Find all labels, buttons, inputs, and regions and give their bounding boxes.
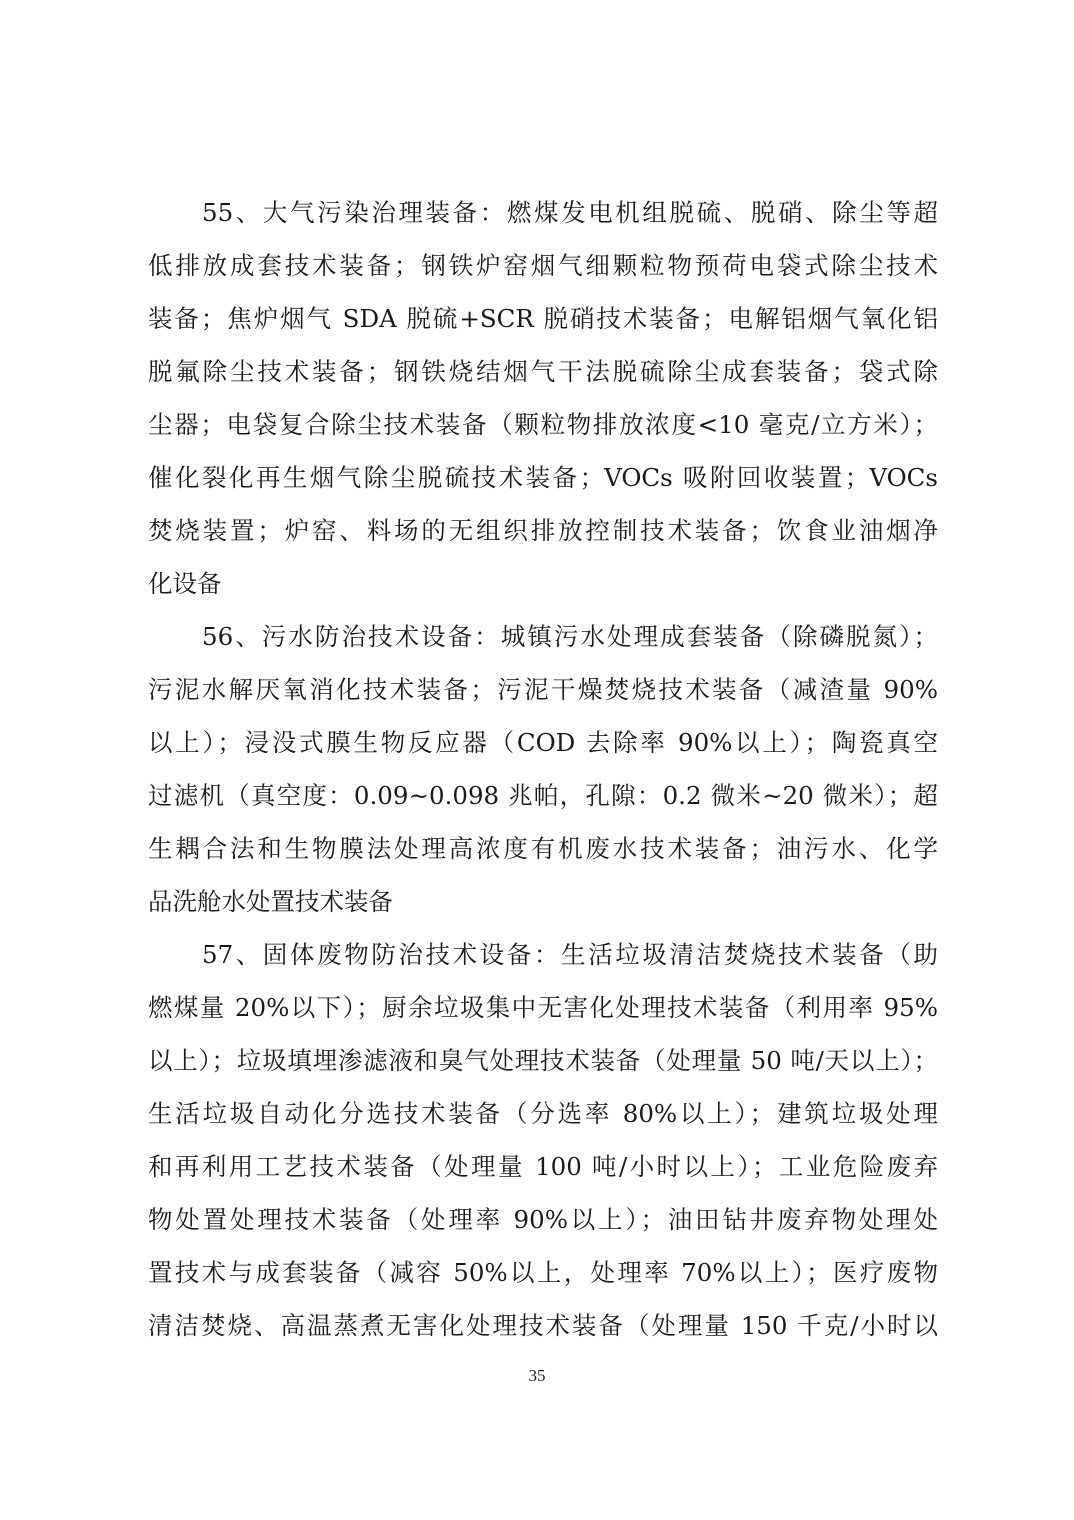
text-line: 脱氟除尘技术装备；钢铁烧结烟气干法脱硫除尘成套装备；袋式除 [148, 357, 938, 386]
text-line: 装备；焦炉烟气 SDA 脱硫+SCR 脱硝技术装备；电解铝烟气氧化铝 [148, 304, 938, 333]
text-line: 生活垃圾自动化分选技术装备（分选率 80%以上）；建筑垃圾处理 [148, 1099, 938, 1128]
text-line: 过滤机（真空度：0.09~0.098 兆帕，孔隙：0.2 微米~20 微米）；超 [148, 781, 938, 810]
text-line: 以上）；浸没式膜生物反应器（COD 去除率 90%以上）；陶瓷真空 [148, 728, 938, 757]
text-line: 55、大气污染治理装备：燃煤发电机组脱硫、脱硝、除尘等超 [202, 198, 938, 227]
body-text [148, 186, 938, 1352]
paragraph-56 [148, 610, 938, 928]
text-line: 56、污水防治技术设备：城镇污水处理成套装备（除磷脱氮）； [202, 622, 938, 651]
text-line: 57、固体废物防治技术设备：生活垃圾清洁焚烧技术装备（助 [202, 940, 938, 969]
text-line: 置技术与成套装备（减容 50%以上，处理率 70%以上）；医疗废物 [148, 1258, 938, 1287]
paragraph-55 [148, 186, 938, 610]
text-line: 污泥水解厌氧消化技术装备；污泥干燥焚烧技术装备（减渣量 90% [148, 675, 938, 704]
text-line: 焚烧装置；炉窑、料场的无组织排放控制技术装备；饮食业油烟净 [148, 516, 938, 545]
text-line: 低排放成套技术装备；钢铁炉窑烟气细颗粒物预荷电袋式除尘技术 [148, 251, 938, 280]
text-line: 清洁焚烧、高温蒸煮无害化处理技术装备（处理量 150 千克/小时以 [148, 1311, 938, 1340]
paragraph-57 [148, 928, 938, 1352]
text-line: 品洗舱水处置技术装备 [148, 887, 393, 916]
text-line: 尘器；电袋复合除尘技术装备（颗粒物排放浓度<10 毫克/立方米）； [148, 410, 938, 439]
text-line: 生耦合法和生物膜法处理高浓度有机废水技术装备；油污水、化学 [148, 834, 938, 863]
text-line: 燃煤量 20%以下）；厨余垃圾集中无害化处理技术装备（利用率 95% [148, 993, 938, 1022]
text-line: 以上）；垃圾填埋渗滤液和臭气处理技术装备（处理量 50 吨/天以上）； [148, 1046, 938, 1075]
text-line: 物处置处理技术装备（处理率 90%以上）；油田钻井废弃物处理处 [148, 1205, 938, 1234]
page-number: 35 [528, 1366, 546, 1385]
text-line: 和再利用工艺技术装备（处理量 100 吨/小时以上）；工业危险废弃 [148, 1152, 938, 1181]
text-line: 催化裂化再生烟气除尘脱硫技术装备；VOCs 吸附回收装置；VOCs [148, 463, 938, 492]
text-line: 化设备 [148, 569, 222, 598]
